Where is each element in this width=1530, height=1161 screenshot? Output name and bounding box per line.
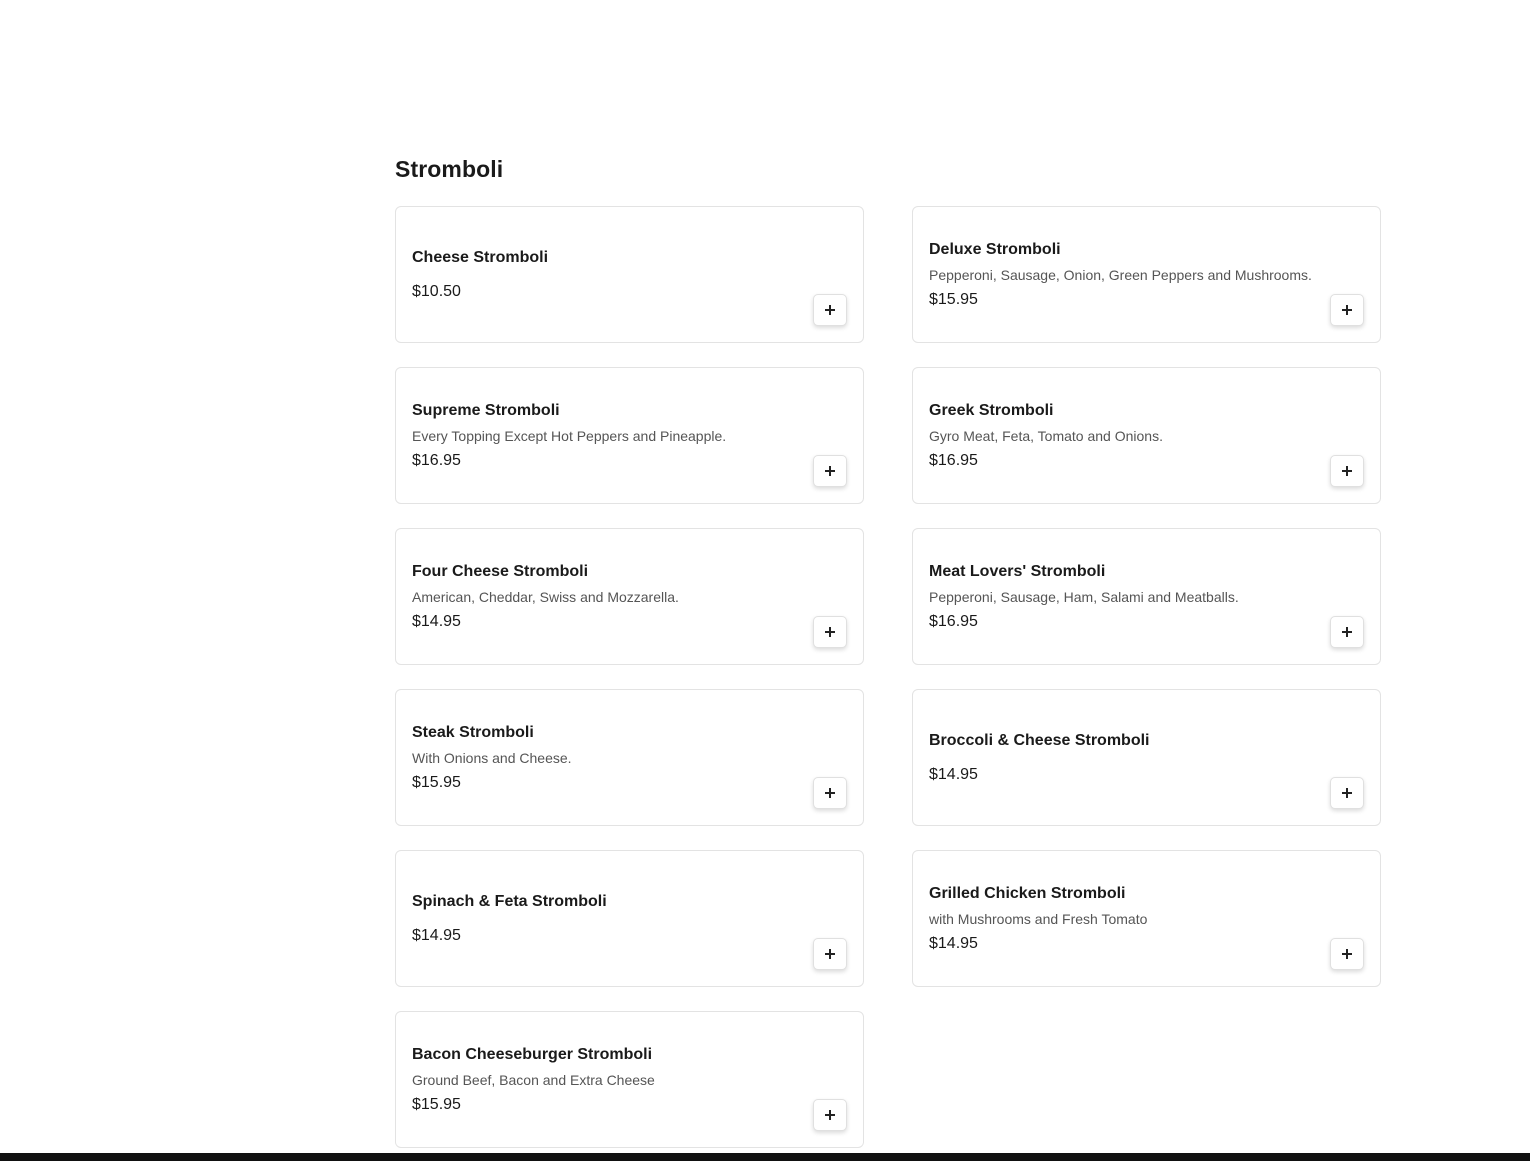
plus-icon (1342, 305, 1352, 315)
menu-item-card[interactable] (395, 1011, 864, 1148)
plus-icon (825, 949, 835, 959)
menu-item-price: $16.95 (929, 451, 978, 469)
menu-item-price: $14.95 (412, 612, 461, 630)
menu-item-card[interactable] (912, 850, 1381, 987)
menu-item-price: $15.95 (412, 1095, 461, 1113)
menu-item-name: Supreme Stromboli (412, 401, 560, 419)
plus-icon (1342, 788, 1352, 798)
menu-item-description: Pepperoni, Sausage, Onion, Green Peppers and Mushrooms. (929, 266, 1312, 283)
menu-item-price: $16.95 (929, 612, 978, 630)
add-to-cart-button[interactable] (1330, 616, 1364, 648)
menu-item-description: Every Topping Except Hot Peppers and Pineapple. (412, 427, 727, 444)
menu-item-name: Meat Lovers' Stromboli (929, 562, 1106, 580)
menu-item-card[interactable] (395, 367, 864, 504)
menu-item-price: $10.50 (412, 282, 461, 300)
menu-item-name: Broccoli & Cheese Stromboli (929, 731, 1150, 749)
menu-item-card[interactable] (912, 689, 1381, 826)
plus-icon (1342, 466, 1352, 476)
plus-icon (825, 305, 835, 315)
menu-item-grid (395, 206, 1381, 1148)
menu-item-description: with Mushrooms and Fresh Tomato (929, 910, 1148, 927)
menu-item-card[interactable] (395, 850, 864, 987)
plus-icon (825, 1110, 835, 1120)
menu-item-price: $16.95 (412, 451, 461, 469)
add-to-cart-button[interactable] (1330, 294, 1364, 326)
add-to-cart-button[interactable] (813, 777, 847, 809)
plus-icon (825, 466, 835, 476)
menu-item-name: Cheese Stromboli (412, 248, 549, 266)
menu-item-card[interactable] (395, 689, 864, 826)
add-to-cart-button[interactable] (1330, 938, 1364, 970)
menu-item-name: Four Cheese Stromboli (412, 562, 589, 580)
add-to-cart-button[interactable] (1330, 777, 1364, 809)
plus-icon (1342, 627, 1352, 637)
menu-item-price: $14.95 (929, 765, 978, 783)
add-to-cart-button[interactable] (813, 938, 847, 970)
menu-item-name: Bacon Cheeseburger Stromboli (412, 1045, 653, 1063)
plus-icon (825, 788, 835, 798)
add-to-cart-button[interactable] (1330, 455, 1364, 487)
menu-item-card[interactable] (912, 206, 1381, 343)
menu-item-price: $15.95 (929, 290, 978, 308)
menu-item-card[interactable] (395, 528, 864, 665)
menu-item-card[interactable] (395, 206, 864, 343)
plus-icon (1342, 949, 1352, 959)
add-to-cart-button[interactable] (813, 455, 847, 487)
menu-item-name: Greek Stromboli (929, 401, 1054, 419)
add-to-cart-button[interactable] (813, 1099, 847, 1131)
menu-item-description: Gyro Meat, Feta, Tomato and Onions. (929, 427, 1163, 444)
menu-item-card[interactable] (912, 367, 1381, 504)
menu-item-description: Ground Beef, Bacon and Extra Cheese (412, 1071, 655, 1088)
menu-item-name: Steak Stromboli (412, 723, 534, 741)
menu-item-description: With Onions and Cheese. (412, 749, 572, 766)
menu-item-description: Pepperoni, Sausage, Ham, Salami and Meatballs. (929, 588, 1239, 605)
add-to-cart-button[interactable] (813, 294, 847, 326)
menu-item-card[interactable] (912, 528, 1381, 665)
menu-item-name: Spinach & Feta Stromboli (412, 892, 607, 910)
menu-item-price: $15.95 (412, 773, 461, 791)
menu-item-description: American, Cheddar, Swiss and Mozzarella. (412, 588, 679, 605)
add-to-cart-button[interactable] (813, 616, 847, 648)
section-title: Stromboli (395, 156, 504, 182)
menu-item-price: $14.95 (412, 926, 461, 944)
plus-icon (825, 627, 835, 637)
menu-item-name: Grilled Chicken Stromboli (929, 884, 1126, 902)
menu-item-name: Deluxe Stromboli (929, 240, 1061, 258)
menu-item-price: $14.95 (929, 934, 978, 952)
bottom-bar (0, 1153, 1530, 1161)
